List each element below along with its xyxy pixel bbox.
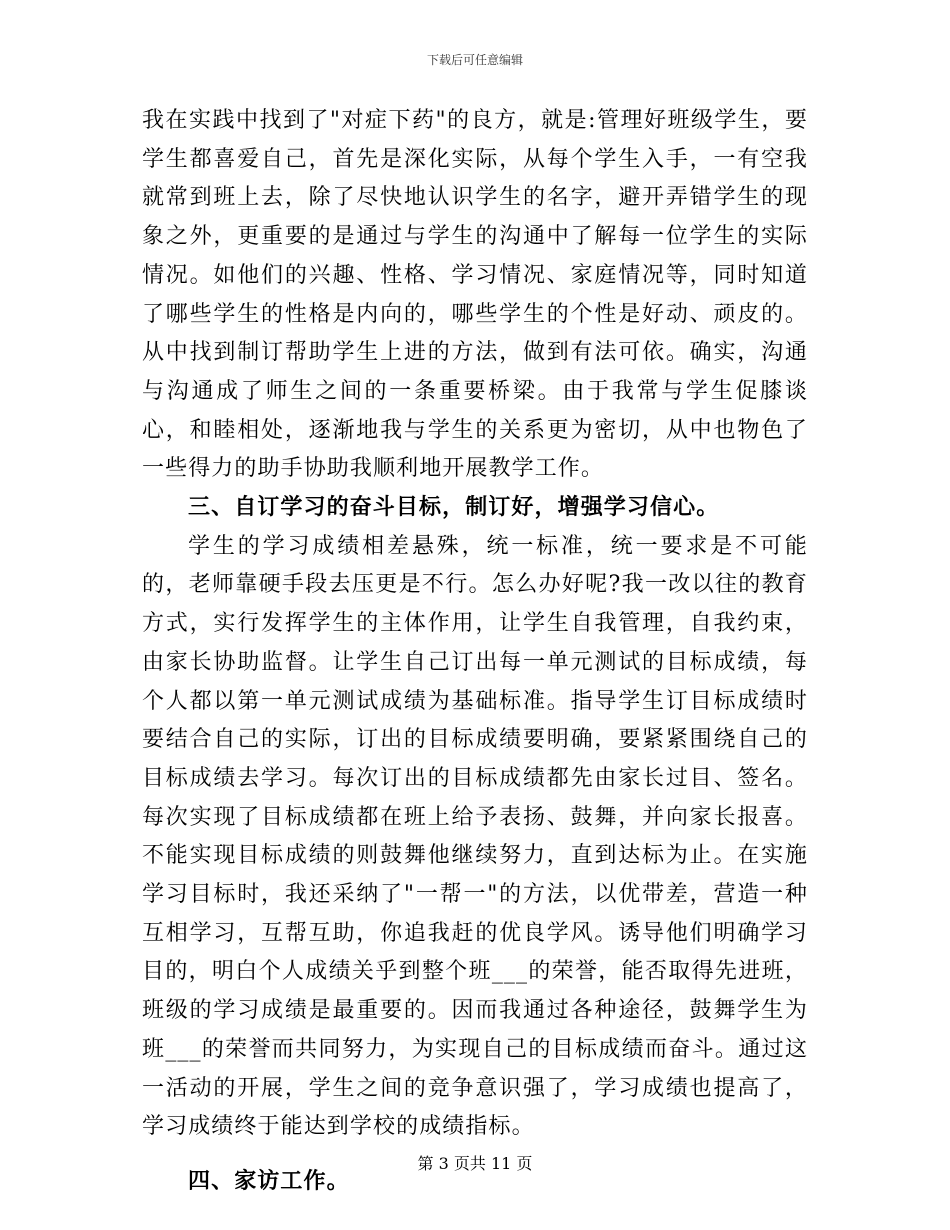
paragraph-class-management: 我在实践中找到了"对症下药"的良方，就是:管理好班级学生，要学生都喜爱自己，首先是深化实际，从每个学生入手，一有空我就常到班上去，除了尽快地认识学生的名字，避开弄错学生的现象之外，更重要的是通过与学生的沟通中了解每一位学生的实际情况。如他们的兴趣、性格、学习情况、家庭情况等，同时知道了哪些学生的性格是内向的，哪些学生的个性是好动、顽皮的。从中找到制订帮助学生上进的方法，做到有法可依。确实，沟通与沟通成了师生之间的一条重要桥梁。由于我常与学生促膝谈心，和睦相处，逐渐地我与学生的关系更为密切，从中也物色了一些得力的助手协助我顺利地开展教学工作。 [142, 108, 808, 482]
document-body [142, 102, 808, 1202]
section-heading-3: 三、自订学习的奋斗目标，制订好，增强学习信心。 [188, 495, 720, 521]
paragraph-learning-goals: 学生的学习成绩相差悬殊，统一标准，统一要求是不可能的，老师靠硬手段去压更是不行。怎么办好呢?我一改以往的教育方式，实行发挥学生的主体作用，让学生自我管理，自我约束，由家长协助监督。让学生自己订出每一单元测试的目标成绩，每个人都以第一单元测试成绩为基础标准。指导学生订目标成绩时要结合自己的实际，订出的目标成绩要明确，要紧紧围绕自己的目标成绩去学习。每次订出的目标成绩都先由家长过目、签名。每次实现了目标成绩都在班上给予表扬、鼓舞，并向家长报喜。不能实现目标成绩的则鼓舞他继续努力，直到达标为止。在实施学习目标时，我还采纳了"一帮一"的方法，以优带差，营造一种互相学习，互帮互助，你追我赶的优良学风。诱导他们明确学习目的，明白个人成绩关乎到整个班___的荣誉，能否取得先进班，班级的学习成绩是最重要的。因而我通过各种途径，鼓舞学生为班___的荣誉而共同努力，为实现自己的目标成绩而奋斗。通过这一活动的开展，学生之间的竞争意识强了，学习成绩也提高了，学习成绩终于能达到学校的成绩指标。 [142, 533, 808, 1140]
section-heading-4: 四、家访工作。 [188, 1168, 350, 1194]
page-header: 下载后可任意编辑 [426, 53, 523, 67]
page-number: 第 3 页共 11 页 [417, 1154, 533, 1173]
